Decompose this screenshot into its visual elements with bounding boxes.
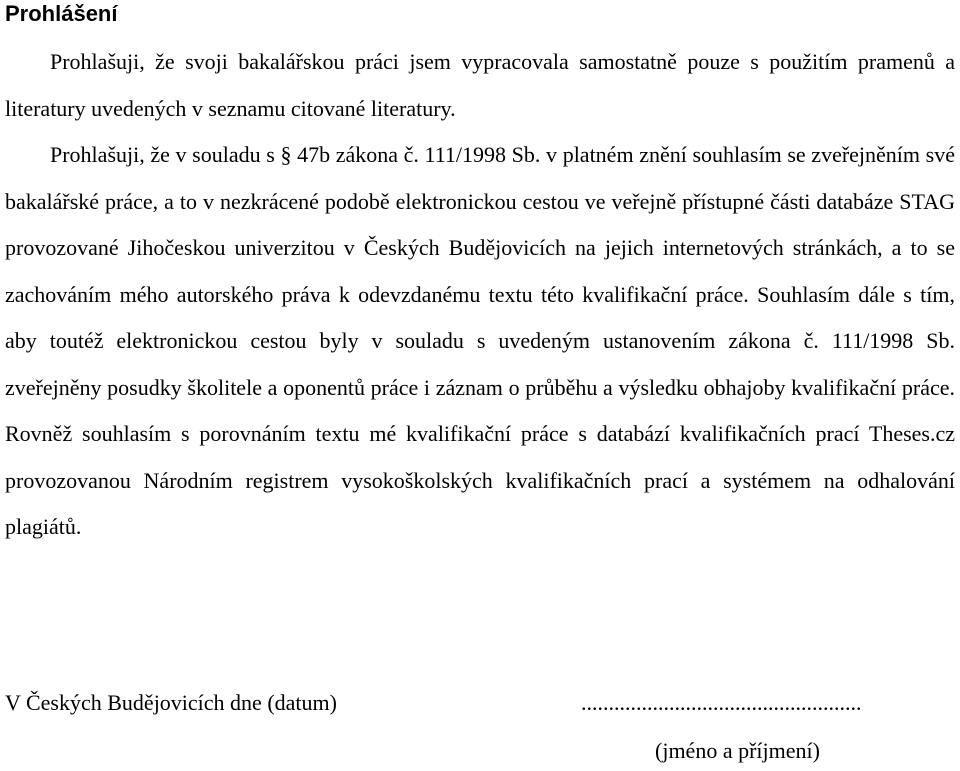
place-date-line: V Českých Budějovicích dne (datum) [5, 690, 337, 715]
signature-dotted-line: ................................................... [581, 690, 862, 715]
declaration-heading: Prohlášení [5, 1, 118, 26]
declaration-paragraph-publication: Prohlašuji, že v souladu s § 47b zákona č. 111/1998 Sb. v platném znění souhlasím se zveřejněním své bakalářské práce, a to v nezkrácené podobě elektronickou cestou ve veřejně přístupné části databáze STAG provozované Jihočeskou univerzitou v Českých Budějovicích na jejich internetových stránkách, a to se zachováním mého autorského práva k odevzdanému textu této kvalifikační práce. Souhlasím dále s tím, aby toutéž elektronickou cestou byly v souladu s uvedeným ustanovením zákona č. 111/1998 Sb. zveřejněny posudky školitele a oponentů práce i záznam o průběhu a výsledku obhajoby kvalifikační práce. Rovněž souhlasím s porovnáním textu mé kvalifikační práce s databází kvalifikačních prací Theses.cz provozovanou Národním registrem vysokoškolských kvalifikačních prací a systémem na odhalování plagiátů. [5, 142, 955, 539]
declaration-paragraph-authorship: Prohlašuji, že svoji bakalářskou práci jsem vypracovala samostatně pouze s použitím pramenů a literatury uvedených v seznamu citované literatury. [5, 49, 955, 121]
declaration-document [5, 0, 955, 551]
signature-name-label: (jméno a příjmení) [655, 738, 820, 763]
signature-row [5, 690, 955, 726]
